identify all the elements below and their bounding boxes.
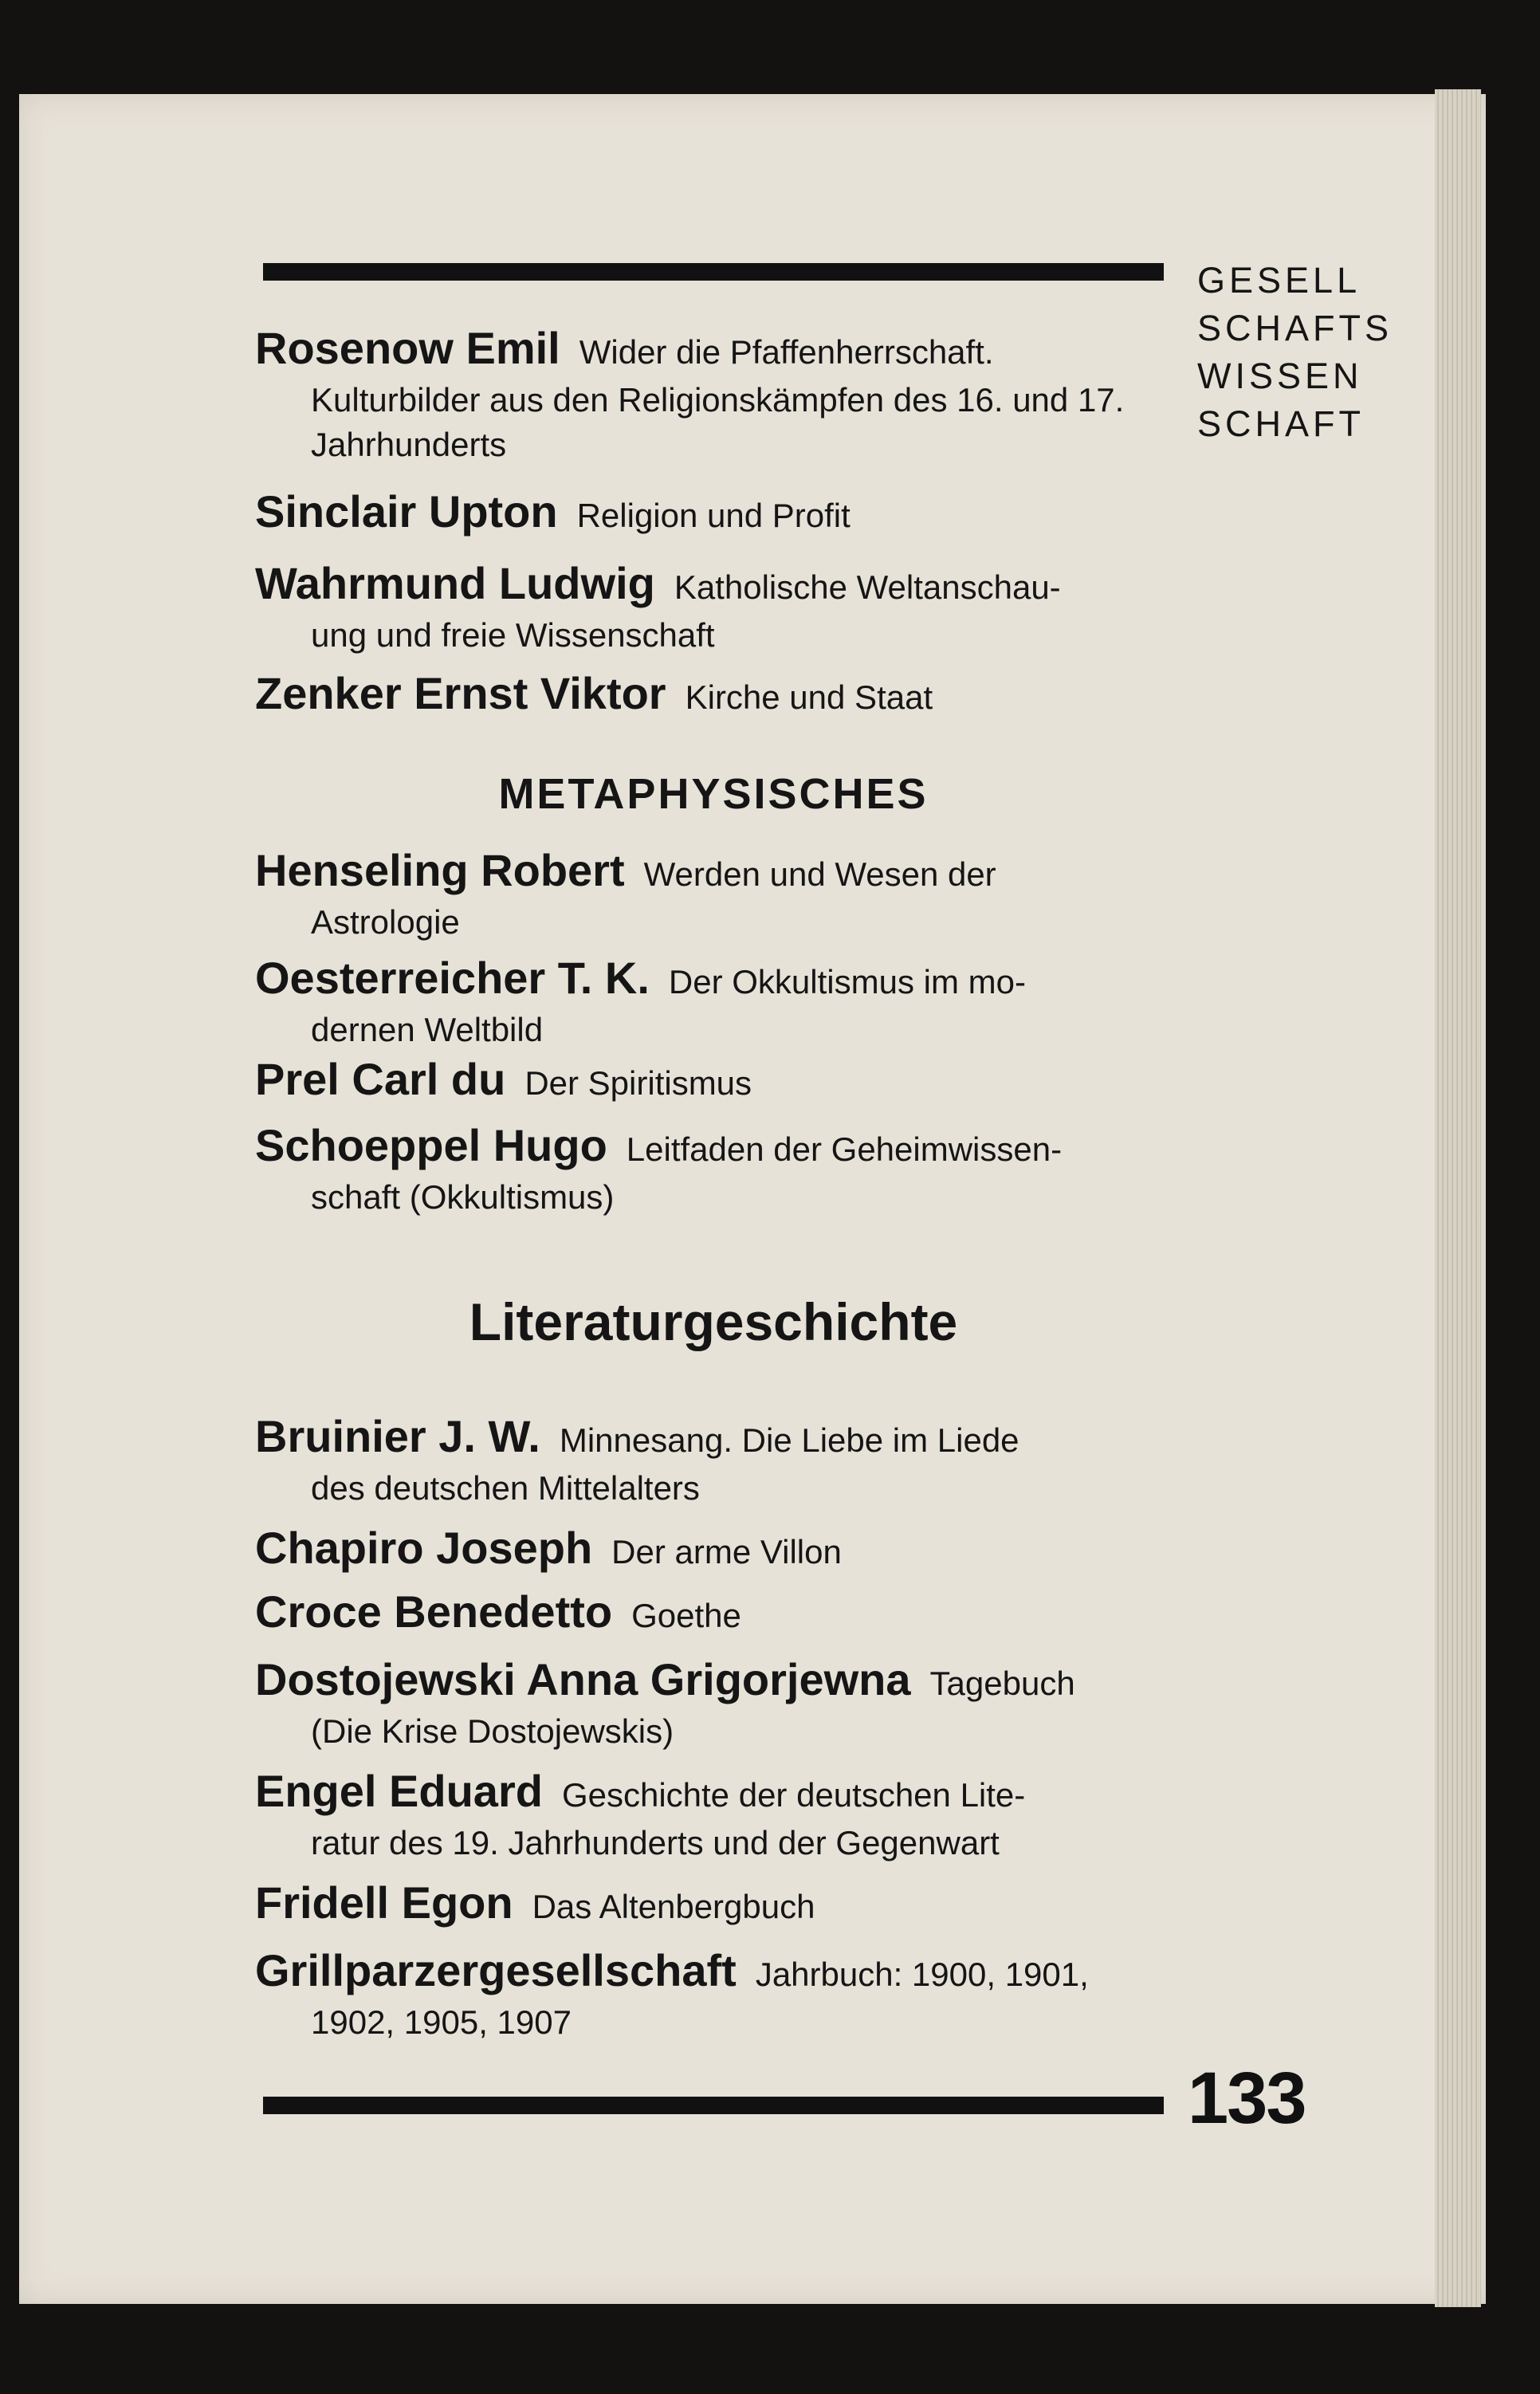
entry-title: Der Spiritismus: [524, 1064, 752, 1102]
bibliography-entry: [255, 1945, 1172, 2045]
bibliography-entry: [255, 323, 1172, 467]
entry-title: Wider die Pfaffenherrschaft.: [579, 333, 994, 371]
entry-title: Der Okkultismus im mo-: [668, 963, 1026, 1000]
entry-title: Religion und Profit: [576, 497, 851, 534]
bibliography-entry: [255, 1877, 1172, 1932]
entry-continuation: (Die Krise Dostojewskis): [311, 1712, 674, 1750]
bottom-rule: [263, 2097, 1164, 2114]
section-label-line: SCHAFTS: [1197, 308, 1393, 348]
bibliography-entry: [255, 1054, 1172, 1109]
section-heading-literaturgeschichte: Literaturgeschichte: [469, 1292, 958, 1351]
bibliography-entry: [255, 1586, 1172, 1641]
entry-author: Sinclair Upton: [255, 486, 558, 537]
page-number: 133: [1188, 2058, 1306, 2139]
page-edges: [1435, 89, 1481, 2307]
bibliography-entry: [255, 668, 1172, 723]
section-label-line: SCHAFT: [1197, 403, 1365, 444]
section-label-line: GESELL: [1197, 260, 1361, 301]
entry-continuation: dernen Weltbild: [311, 1011, 544, 1048]
bibliography-entry: [255, 1120, 1172, 1220]
entry-title: Kirche und Staat: [685, 678, 933, 716]
bibliography-entry: [255, 1411, 1172, 1511]
entry-author: Henseling Robert: [255, 845, 625, 895]
entry-author: Zenker Ernst Viktor: [255, 668, 666, 718]
section-heading-metaphysisches: METAPHYSISCHES: [498, 770, 929, 818]
bibliography-entry: [255, 486, 1172, 541]
entry-continuation: des deutschen Mittelalters: [311, 1469, 700, 1507]
entry-author: Dostojewski Anna Grigorjewna: [255, 1654, 911, 1704]
entry-author: Rosenow Emil: [255, 323, 560, 373]
entry-title: Jahrbuch: 1900, 1901,: [755, 1956, 1089, 1993]
entry-continuation: ratur des 19. Jahrhunderts und der Gegenwart: [311, 1824, 1000, 1861]
entry-continuation: ung und freie Wissenschaft: [311, 616, 715, 654]
bibliography-entry: [255, 1766, 1172, 1865]
section-label: [1197, 257, 1393, 448]
bibliography-entry: [255, 953, 1172, 1052]
entry-continuation: 1902, 1905, 1907: [311, 2003, 572, 2041]
entry-continuation: Astrologie: [311, 903, 460, 941]
entry-title: Das Altenbergbuch: [532, 1888, 815, 1925]
bibliography-entry: [255, 845, 1172, 945]
entry-continuation: Kulturbilder aus den Religionskämpfen des 16. und 17. Jahrhunderts: [311, 381, 1125, 463]
entry-title: Goethe: [631, 1597, 741, 1634]
entry-title: Geschichte der deutschen Lite-: [561, 1776, 1026, 1814]
bibliography-entry: [255, 558, 1172, 658]
bibliography-entry: [255, 1654, 1172, 1754]
entry-author: Croce Benedetto: [255, 1586, 613, 1637]
entry-author: Prel Carl du: [255, 1054, 506, 1104]
section-label-line: WISSEN: [1197, 356, 1363, 396]
entry-author: Bruinier J. W.: [255, 1411, 540, 1461]
entry-author: Schoeppel Hugo: [255, 1120, 607, 1170]
entry-author: Oesterreicher T. K.: [255, 953, 650, 1003]
entry-title: Der arme Villon: [611, 1533, 842, 1570]
entry-author: Wahrmund Ludwig: [255, 558, 655, 608]
entry-title: Tagebuch: [929, 1665, 1075, 1702]
entry-author: Grillparzergesellschaft: [255, 1945, 737, 1995]
entry-title: Katholische Weltanschau-: [674, 568, 1061, 606]
entry-title: Leitfaden der Geheimwissen-: [626, 1130, 1063, 1168]
entry-continuation: schaft (Okkultismus): [311, 1178, 615, 1216]
entry-title: Minnesang. Die Liebe im Liede: [559, 1421, 1019, 1459]
entry-title: Werden und Wesen der: [643, 855, 996, 893]
entry-author: Engel Eduard: [255, 1766, 543, 1816]
entry-author: Fridell Egon: [255, 1877, 513, 1928]
entry-author: Chapiro Joseph: [255, 1523, 593, 1573]
top-rule: [263, 263, 1164, 281]
bibliography-entry: [255, 1523, 1172, 1578]
